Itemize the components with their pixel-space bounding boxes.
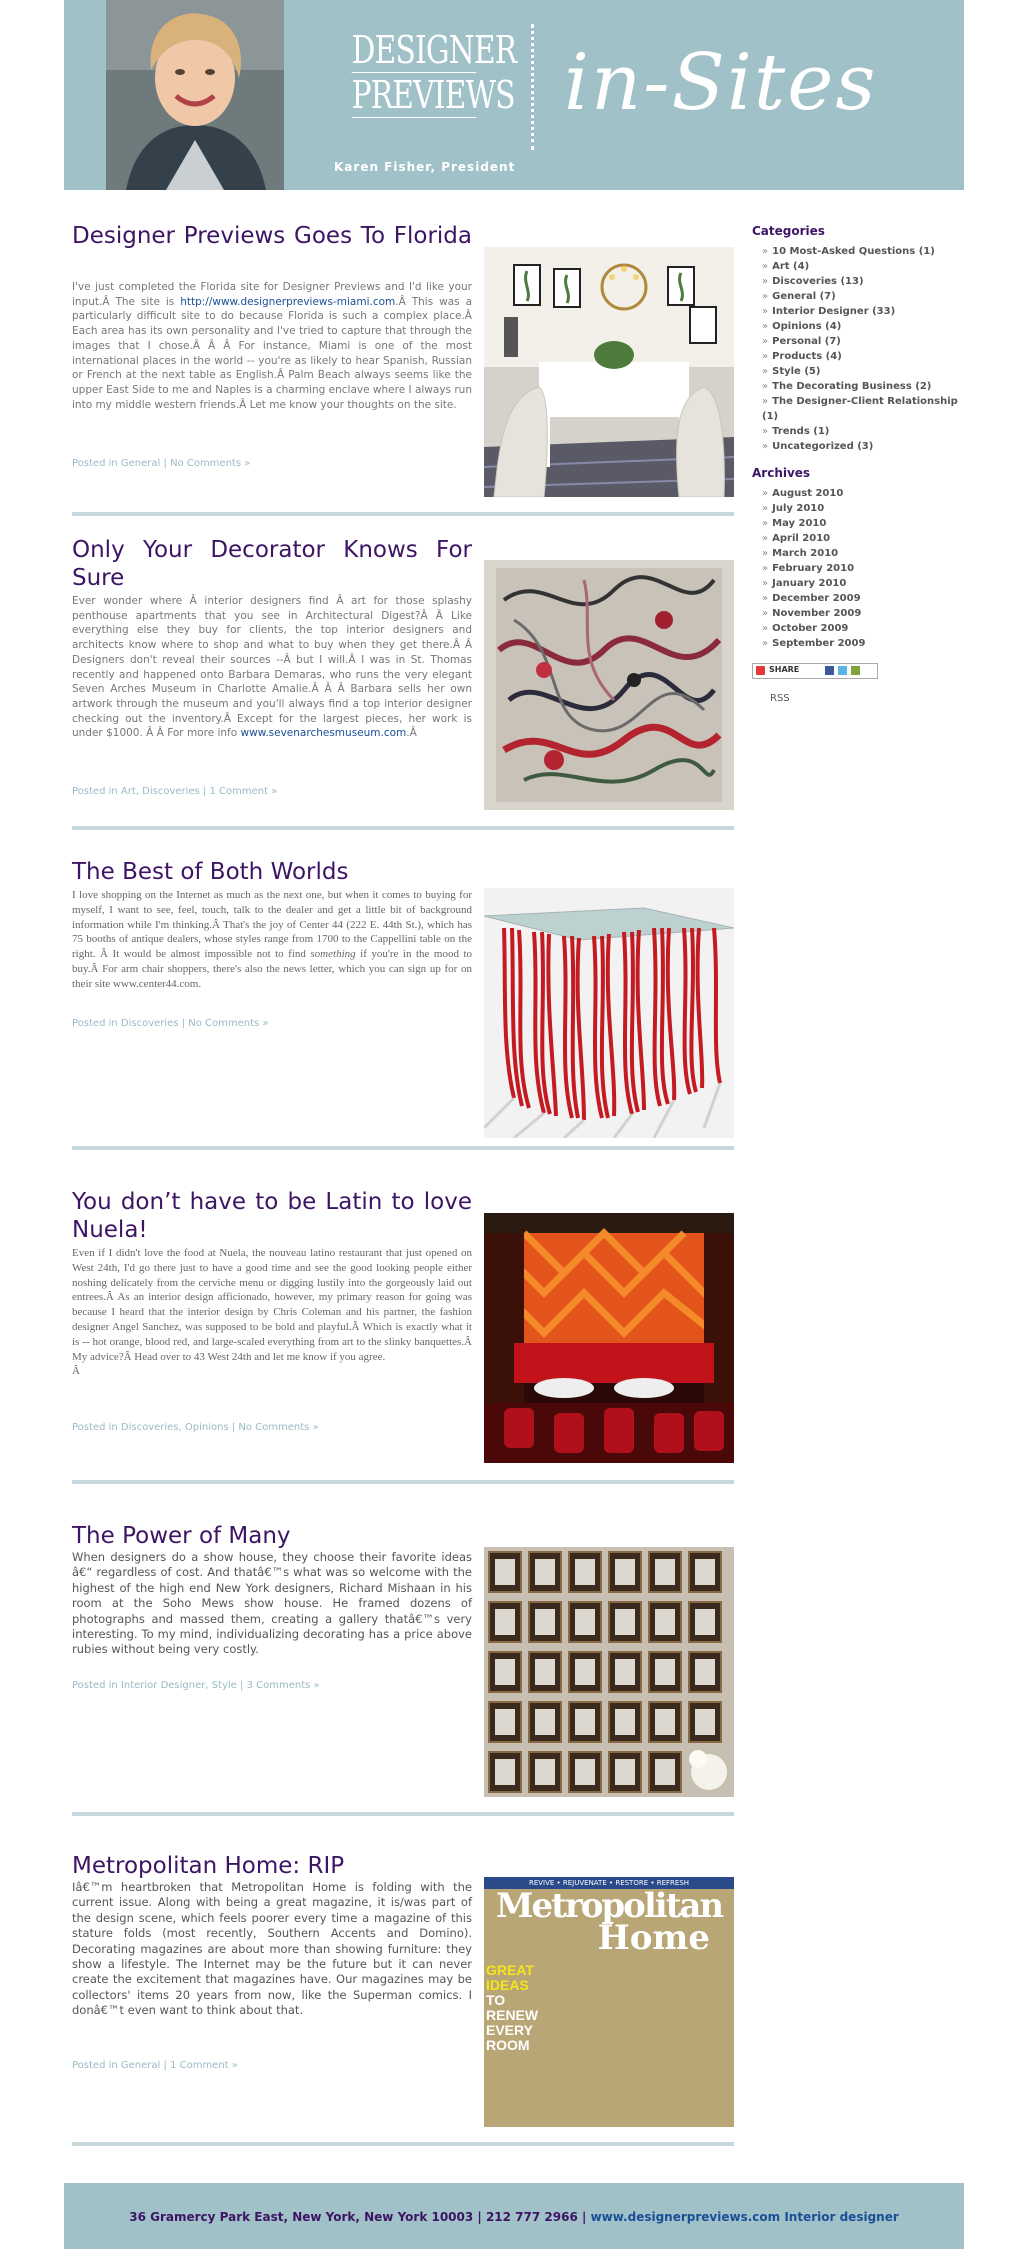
category-label: Style (5) [772,366,821,377]
archive-item[interactable] [762,606,962,621]
post-separator [72,826,734,830]
archive-label: May 2010 [772,518,827,529]
post-title[interactable]: The Power of Many [72,1523,291,1549]
bullet-icon: » [762,276,769,287]
posted-in-label: Posted in [72,1018,118,1029]
footer-text [64,2210,964,2224]
archive-item[interactable] [762,561,962,576]
category-label: Uncategorized (3) [772,441,874,452]
archive-label: September 2009 [772,638,866,649]
category-item[interactable] [762,424,962,439]
post-comments-link[interactable]: 1 Comment » [209,786,278,797]
bullet-icon: » [762,533,769,544]
category-item[interactable] [762,304,962,319]
posted-in-label: Posted in [72,458,118,469]
archive-item[interactable] [762,531,962,546]
bullet-icon: » [762,578,769,589]
bullet-icon: » [762,548,769,559]
category-label: Interior Designer (33) [772,306,896,317]
post-meta: Posted in General | 1 Comment » [72,2060,238,2071]
bullet-icon: » [762,261,769,272]
header-tagline: Karen Fisher, President [334,160,516,174]
categories-heading: Categories [752,224,825,238]
category-label: The Designer-Client Relationship (1) [762,396,958,422]
category-label: Discoveries (13) [772,276,864,287]
post-image-nuela-restaurant [484,1213,734,1463]
cover-top-strip: REVIVE • REJUVENATE • RESTORE • REFRESH [484,1877,734,1889]
post-body: Iâ€™m heartbroken that Metropolitan Home is folding with the current issue. Along with being a great magazine, it is/was part of the design scene, which feels poorer every time a magazine of this stature folds (most recently, Southern Accents and Domino). Decorating magazines are about more than showing furniture: they show a lifestyle. The Internet may be the future but it can never create the excitement that magazines have. Our magazines may be collectors' items 20 years from now, like the Superman comics. I donâ€™t even want to think about that. [72,1880,472,2018]
sidebar [752,224,962,704]
archive-item[interactable] [762,501,962,516]
post-body [72,888,472,992]
bullet-icon: » [762,291,769,302]
post-category-link[interactable]: Interior Designer, Style [120,1680,237,1691]
post-body [72,280,472,412]
post-category-link[interactable]: General [120,2060,161,2071]
archives-heading: Archives [752,466,811,480]
cover-masthead-1: Metropolitan [495,1886,723,1926]
rss-link[interactable]: RSS [770,693,790,704]
post-meta: Posted in Discoveries | No Comments » [72,1018,269,1029]
post-comments-link[interactable]: 3 Comments » [246,1680,320,1691]
post-separator [72,1480,734,1484]
site-footer [64,2183,964,2249]
post-meta: Posted in Discoveries, Opinions | No Comments » [72,1422,319,1433]
post-2 [72,536,734,834]
post-category-link[interactable]: Art, Discoveries [120,786,200,797]
cover-masthead-2: Home [597,1918,710,1958]
post-body [72,1246,472,1379]
email-icon [851,666,860,675]
logo-line-2: PREVIEWS [351,73,515,117]
archive-label: March 2010 [772,548,839,559]
posted-in-label: Posted in [72,1422,118,1433]
post-body-tail: Â [72,1365,80,1378]
bullet-icon: » [762,246,769,257]
archive-item[interactable] [762,621,962,636]
bullet-icon: » [762,638,769,649]
category-label: General (7) [772,291,836,302]
archive-item[interactable] [762,516,962,531]
category-label: Opinions (4) [772,321,842,332]
share-label: SHARE [769,665,800,674]
category-item[interactable] [762,289,962,304]
posted-in-label: Posted in [72,786,118,797]
category-item[interactable] [762,319,962,334]
category-label: Personal (7) [772,336,841,347]
post-separator [72,2142,734,2146]
cover-line: GREAT [486,1962,534,1978]
cover-line: EVERY [486,2022,533,2038]
archive-label: January 2010 [772,578,847,589]
post-image-metropolitan-home-cover [484,1877,734,2127]
post-category-link[interactable]: Discoveries, Opinions [120,1422,229,1433]
post-image-photo-gallery [484,1547,734,1797]
archive-item[interactable] [762,546,962,561]
category-item[interactable] [762,439,962,454]
archive-item[interactable] [762,576,962,591]
post-1 [72,222,734,516]
category-item[interactable] [762,394,962,424]
post-4 [72,1188,734,1478]
post-category-link[interactable]: General [120,458,161,469]
bullet-icon: » [762,563,769,574]
post-meta: Posted in Art, Discoveries | 1 Comment » [72,786,278,797]
site-title[interactable]: in-Sites [564,38,878,128]
footer-site-link[interactable]: www.designerpreviews.com Interior designer [590,2210,899,2224]
share-icon [756,666,765,675]
bullet-icon: » [762,396,769,407]
bullet-icon: » [762,503,769,514]
category-item[interactable] [762,244,962,259]
category-label: The Decorating Business (2) [772,381,932,392]
bullet-icon: » [762,381,769,392]
category-label: Art (4) [772,261,810,272]
footer-address: 36 Gramercy Park East, New York, New York 10003 | 212 777 2966 | [129,2210,587,2224]
category-item[interactable] [762,274,962,289]
post-image-cappellini-table [484,888,734,1138]
post-body-text-2: .Â [406,727,417,740]
president-portrait [106,0,284,190]
post-body-text: Even if I didn't love the food at Nuela, the nouveau latino restaurant that just opened on West 24th, I'd go there just to have a good time and see the good looking people either noshing delicately from the cerviche menu or digging lustily into the gorgeously laid out entrees.Â As an interior design afficionado, however, my primary reason for going was because I heard that the interior design by Chris Coleman and his partner, the fashion designer Angel Sanchez, was supposed to be bold and playful.Â Which is exactly what it is -- hot orange, blood red, and large-scaled everything from art to the slinky banquettes.Â My advice?Â Head over to 43 West 24th and let me know if you agree. [72,1247,472,1363]
bullet-icon: » [762,366,769,377]
post-title[interactable]: Metropolitan Home: RIP [72,1853,345,1879]
category-label: 10 Most-Asked Questions (1) [772,246,935,257]
post-image-dining-room [484,247,734,497]
post-separator [72,512,734,516]
cover-line: IDEAS [486,1977,529,1993]
post-body [72,594,472,741]
cover-lines [486,1963,546,2053]
post-meta: Posted in Interior Designer, Style | 3 Comments » [72,1680,320,1691]
category-label: Trends (1) [772,426,830,437]
page-wrapper [64,0,964,2249]
bullet-icon: » [762,623,769,634]
categories-list [752,244,962,454]
post-category-link[interactable]: Discoveries [120,1018,179,1029]
post-body-link[interactable]: http://www.designerpreviews-miami.com [180,295,396,308]
cover-line: ROOM [486,2037,530,2053]
archive-label: April 2010 [772,533,831,544]
post-comments-link[interactable]: No Comments » [188,1018,269,1029]
post-comments-link[interactable]: No Comments » [238,1422,319,1433]
post-comments-link[interactable]: No Comments » [170,458,251,469]
twitter-icon [838,666,847,675]
post-6 [72,1852,734,2154]
bullet-icon: » [762,441,769,452]
bullet-icon: » [762,426,769,437]
bullet-icon: » [762,306,769,317]
facebook-icon [825,666,834,675]
post-body-link[interactable]: www.sevenarchesmuseum.com [240,727,407,740]
archive-label: December 2009 [772,593,861,604]
archive-item[interactable] [762,636,962,651]
category-item[interactable] [762,259,962,274]
category-label: Products (4) [772,351,842,362]
post-title[interactable]: The Best of Both Worlds [72,859,349,885]
post-body-text-2: if you're in the mood to buy.Â For arm chair shoppers, there's also the news letter, which you can sign up for on their site www.center44.com. [72,948,472,990]
post-title[interactable]: Designer Previews Goes To Florida [72,223,472,249]
bullet-icon: » [762,351,769,362]
bullet-icon: » [762,593,769,604]
bullet-icon: » [762,321,769,332]
post-body-text: I've just completed the Florida site for Designer Previews and I'd like your input.Â The site is [72,281,472,308]
logo-line-1: DESIGNER [351,28,517,72]
post-body-text: I love shopping on the Internet as much as the next one, but when it comes to buying for myself, I want to see, feel, touch, talk to the dealer and get a little bit of background information while I'm thinking.Â That's the joy of Center 44 (222 E. 44th St.), which has 75 booths of antique dealers, whose styles range from 1700 to the Cappellini table on the right. Â It would be almost impossible not to find [72,889,472,961]
site-header [64,0,964,190]
post-title[interactable]: You don’t have to be Latin to love Nuela! [72,1189,472,1243]
archive-item[interactable] [762,591,962,606]
archive-label: November 2009 [772,608,862,619]
category-item[interactable] [762,334,962,349]
bullet-icon: » [762,608,769,619]
posted-in-label: Posted in [72,1680,118,1691]
post-title[interactable]: Only Your Decorator Knows For Sure [72,537,472,591]
archives-list [752,486,962,651]
archive-label: July 2010 [772,503,825,514]
bullet-icon: » [762,488,769,499]
archive-label: October 2009 [772,623,849,634]
category-item[interactable] [762,364,962,379]
bullet-icon: » [762,336,769,347]
cover-line: TO RENEW [486,1992,539,2023]
post-image-abstract-art [484,560,734,810]
designer-previews-logo[interactable] [334,28,517,118]
post-separator [72,1812,734,1816]
post-3 [72,858,734,1154]
header-dotted-divider [531,24,534,150]
post-body-italic: something [310,948,356,961]
posted-in-label: Posted in [72,2060,118,2071]
archive-label: August 2010 [772,488,844,499]
post-comments-link[interactable]: 1 Comment » [170,2060,238,2071]
category-item[interactable] [762,349,962,364]
post-body-text-2: .Â This was a particularly difficult site to do because Florida is such a complex place.Â Each area has its own personality and I've tried to capture that through the images that I chose.Â Â Â For instance, Miami is one of the most international places in the world -- you're as likely to hear Spanish, Russian or French at the next table as English.Â Palm Beach always seems like the upper East Side to me and Naples is a charming enclave where I always run into my middle western friends.Â Let me know your thoughts on the site. [72,295,473,411]
post-separator [72,1146,734,1150]
share-button[interactable] [752,663,878,679]
post-5 [72,1522,734,1822]
category-item[interactable] [762,379,962,394]
archive-item[interactable] [762,486,962,501]
archive-label: February 2010 [772,563,855,574]
post-body-text: Ever wonder where Â interior designers find Â art for those splashy penthouse apartments that you see in Architectural Digest?Â Â Like everything else they buy for clients, the top interior designers and architects know where to shop and what to buy when they get there.Â Â Designers don't reveal their sources --Â but I will.Â I was in St. Thomas recently and happened onto Barbara Demaras, who runs the very elegant Seven Arches Museum in Charlotte Amalie.Â Â Â Barbara sells her own artwork through the museum and you'll always find a top interior designer checking out the inventory.Â Except for the largest pieces, her work is under $1000. Â Â For more info [72,595,472,740]
post-meta: Posted in General | No Comments » [72,458,251,469]
post-body: When designers do a show house, they choose their favorite ideas â€“ regardless of cost. And thatâ€™s what was so welcome with the highest of the high end New York designers, Richard Mishaan in his room at the Soho Mews show house. He framed dozens of photographs and massed them, creating a gallery thatâ€™s very interesting. To my mind, individualizing decorating has a price above rubies without being very costly. [72,1550,472,1657]
bullet-icon: » [762,518,769,529]
